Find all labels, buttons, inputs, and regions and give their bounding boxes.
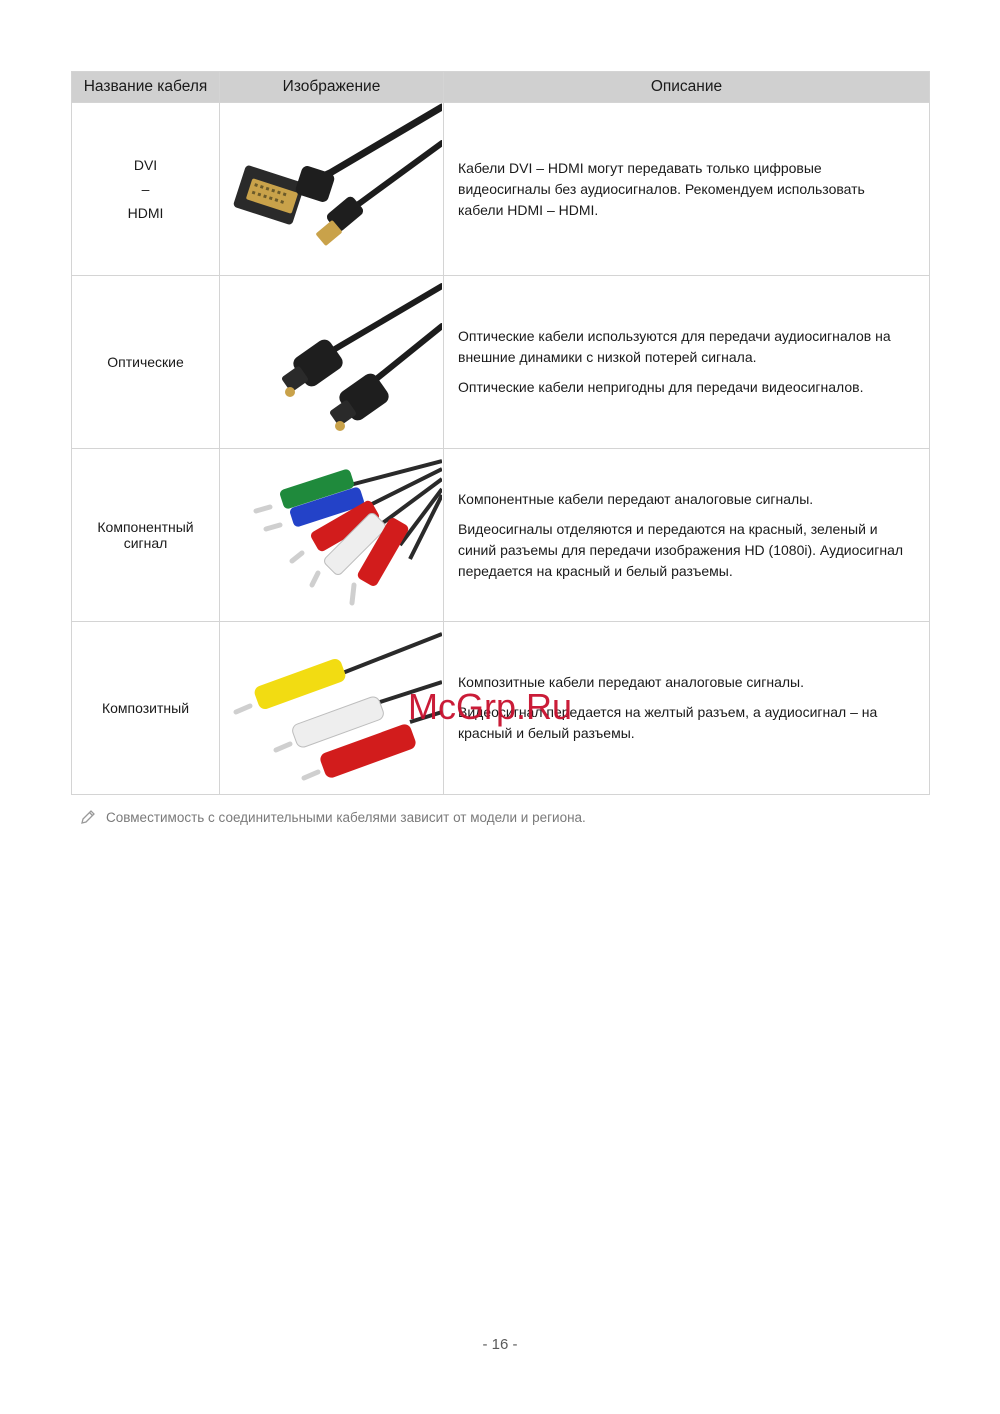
- cable-description-cell: [444, 276, 930, 449]
- compatibility-note: [80, 809, 586, 825]
- watermark: McGrp.Ru: [408, 686, 573, 727]
- cable-name-line: HDMI: [127, 205, 164, 221]
- page-number: - 16 -: [482, 1336, 518, 1353]
- optical-cable-image: [220, 276, 442, 448]
- cable-image-cell: [220, 103, 444, 276]
- table-row: [72, 276, 930, 449]
- note-text: Совместимость с соединительными кабелями зависит от модели и региона.: [106, 809, 586, 825]
- column-header-image: Изображение: [220, 72, 444, 103]
- cable-name-line: –: [141, 181, 150, 197]
- cable-name-cell: [72, 103, 220, 276]
- cable-name-line: сигнал: [123, 535, 168, 551]
- pencil-icon: [80, 809, 96, 825]
- cable-name-cell: [72, 276, 220, 449]
- column-header-name: Название кабеля: [72, 72, 220, 103]
- component-cable-image: [220, 449, 442, 621]
- cable-name-line: Композитный: [101, 700, 190, 716]
- description-paragraph: Видеосигнал передается на желтый разъем, а аудиосигнал – на красный и белый разъемы.: [458, 704, 878, 741]
- dvi-hdmi-cable-image: [220, 103, 442, 275]
- description-paragraph: Оптические кабели используются для передачи аудиосигналов на внешние динамики с низкой потерей сигнала.: [458, 328, 891, 365]
- description-paragraph: Композитные кабели передают аналоговые сигналы.: [458, 674, 805, 690]
- cable-name-cell: [72, 622, 220, 795]
- table-row: [72, 103, 930, 276]
- description-paragraph: Компонентные кабели передают аналоговые сигналы.: [458, 490, 814, 507]
- cable-description-cell: [444, 449, 930, 622]
- column-header-description: Описание: [444, 72, 930, 103]
- table-row: [72, 449, 930, 622]
- table-header-row: [72, 72, 930, 103]
- cable-image-cell: [220, 276, 444, 449]
- cable-description-cell: [444, 103, 930, 276]
- description-paragraph: Кабели DVI – HDMI могут передавать только цифровые видеосигналы без аудиосигналов. Рекомендуем использовать кабели HDMI – HDMI.: [458, 159, 865, 218]
- cable-name-line: DVI: [133, 157, 158, 173]
- cable-name-line: Компонентный: [97, 519, 194, 535]
- cable-name-line: Оптические: [107, 354, 184, 370]
- cable-image-cell: [220, 449, 444, 622]
- description-paragraph: Видеосигналы отделяются и передаются на красный, зеленый и синий разъемы для передачи изображения HD (1080i). Аудиосигнал передается на красный и белый разъемы.: [458, 520, 904, 579]
- description-paragraph: Оптические кабели непригодны для передачи видеосигналов.: [458, 379, 864, 395]
- cable-name-cell: [72, 449, 220, 622]
